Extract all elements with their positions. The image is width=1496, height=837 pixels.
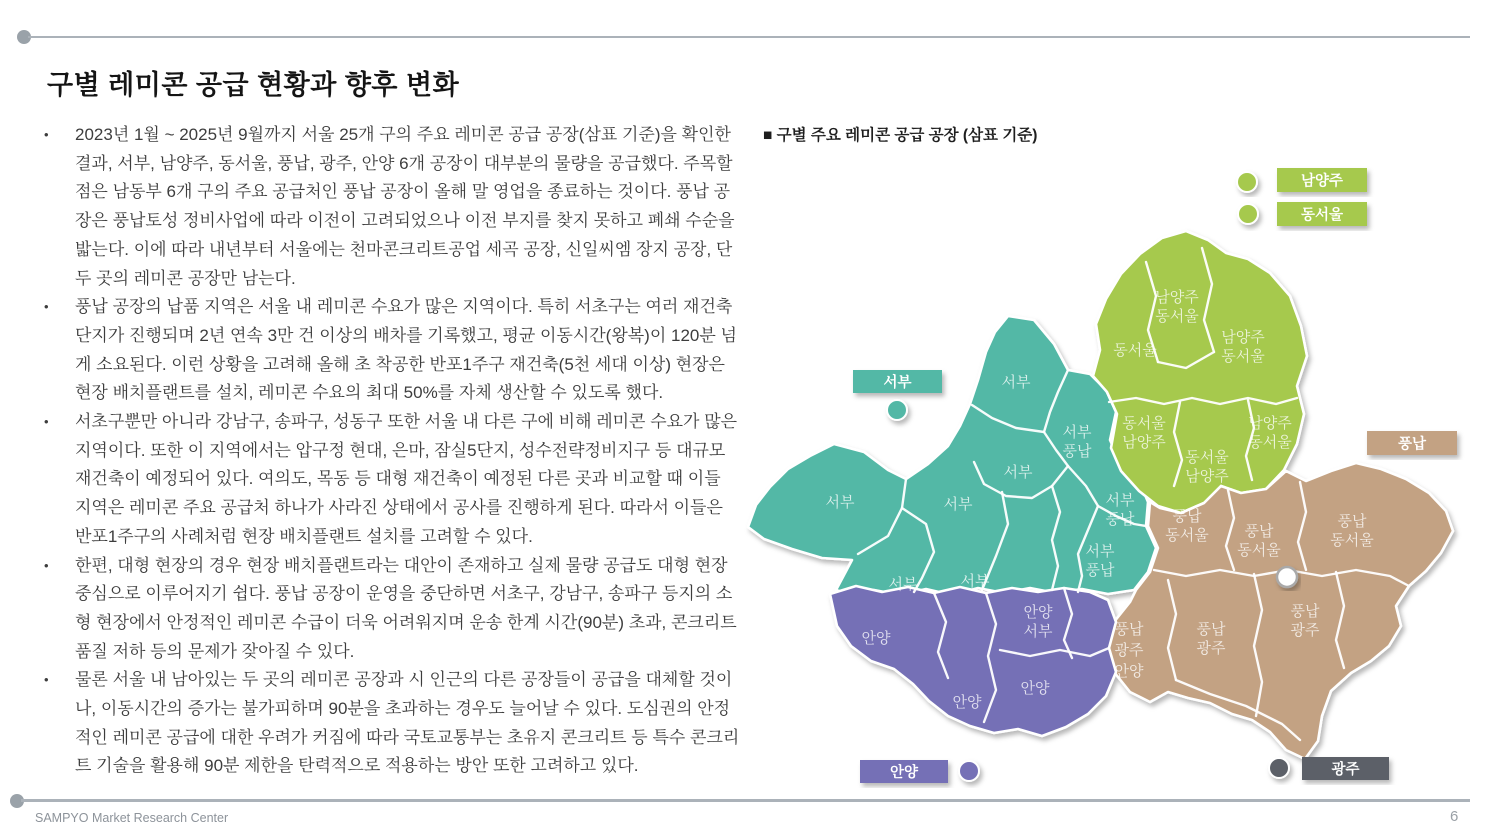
map-title: ■ 구별 주요 레미콘 공급 공장 (삼표 기준) [763,127,1038,144]
seoul-supply-map [740,150,1496,810]
district-label: 동서울 남양주 [1185,449,1229,485]
bullet-dot-icon: • [44,299,49,315]
bullet-item [44,408,744,552]
supplier-badge [1367,431,1457,455]
bullet-text: 한편, 대형 현장의 경우 현장 배치플랜트라는 대안이 존재하고 실제 물량 공급도 대형 현장 중심으로 이루어지기 쉽다. 풍납 공장이 운영을 중단하면 서초구, 강남구, 송파구 등지의 소형 현장에서 안정적인 레미콘 수급이 더욱 어려워지며 운송 한계 시간(90분) 초과, 콘크리트 품질 저하 등의 문제가 잦아질 수 있다. [75,555,737,661]
district-label: 서부 풍납 [1105,492,1135,528]
district-label: 서부 [943,496,973,513]
district-label: 서부 풍납 [1062,424,1092,460]
district-label: 서부 [1001,374,1031,391]
district-label: 남양주 동서울 [1155,289,1199,325]
supplier-dot-icon [959,761,979,781]
bullet-text: 물론 서울 내 남아있는 두 곳의 레미콘 공장과 시 인근의 다른 공장들이 공급을 대체할 것이나, 이동시간의 증가는 불가피하며 90분을 초과하는 경우도 늘어날 수 있다. 도심권의 안정적인 레미콘 공급에 대한 우려가 커짐에 따라 국토교통부는 초유지 콘크리트 등 특수 콘크리트 기술을 활용해 90분 제한을 탄력적으로 적용하는 방안 또한 고려하고 있다. [75,670,740,776]
supplier-dot-icon [1238,204,1258,224]
district-label: 서부 풍납 [1085,543,1115,579]
supplier-badge-label: 남양주 [1300,173,1344,190]
page-number: 6 [1450,808,1459,825]
supplier-badge [860,760,979,783]
supplier-badge [1269,757,1389,780]
supplier-badge-label: 동서울 [1300,207,1344,224]
district-label: 풍납 광주 [1290,603,1320,639]
district-label: 풍납 광주 안양 [1114,621,1144,680]
district-label: 안양 [952,694,982,711]
district-label: 남양주 동서울 [1248,415,1292,451]
map-district-region [1107,463,1453,759]
district-label: 풍납 동서울 [1330,513,1374,549]
supplier-badge-label: 광주 [1331,762,1360,778]
supplier-badge-label: 안양 [889,765,919,781]
district-label: 안양 서부 [1023,604,1053,640]
district-label: 서부 [1003,464,1033,481]
bullet-item [44,666,744,781]
district-label: 안양 [1020,680,1050,697]
page-title: 구별 레미콘 공급 현황과 향후 변화 [47,70,460,100]
factory-marker-icon [1277,567,1297,587]
district-label: 풍납 동서울 [1237,523,1281,559]
bullet-item [44,293,744,408]
district-label: 동서울 [1113,342,1157,359]
district-label: 풍납 광주 [1196,621,1226,657]
bullet-text: 2023년 1월 ~ 2025년 9월까지 서울 25개 구의 주요 레미콘 공급 공장(삼표 기준)을 확인한 결과, 서부, 남양주, 동서울, 풍납, 광주, 안양 6개 공장이 대부분의 물량을 공급했다. 주목할 점은 남동부 6개 구의 주요 공급처인 풍납 공장이 올해 말 영업을 종료하는 것이다. 풍납 공장은 풍납토성 정비사업에 따라 이전이 고려되었으나 이전 부지를 찾지 못하고 폐쇄 수순을 밟는다. 이에 따라 내년부터 서울에는 천마콘크리트공업 세곡 공장, 신일씨엠 장지 공장, 단 두 곳의 레미콘 공장만 남는다. [75,125,735,288]
top-rule [28,36,1470,38]
supplier-badge [1238,202,1367,226]
bullet-text: 서초구뿐만 아니라 강남구, 송파구, 성동구 또한 서울 내 다른 구에 비해 레미콘 수요가 많은 지역이다. 또한 이 지역에서는 압구정 현대, 은마, 잠실5단지, 성수전략정비지구 등 대규모 재건축이 예정되어 있다. 여의도, 목동 등 대형 재건축이 예정된 다른 곳과 비교할 때 이들 지역은 레미콘 주요 공급처 하나가 사라진 상태에서 공사를 진행하게 된다. 따라서 이들은 반포1주구의 사례처럼 현장 배치플랜트 설치를 고려할 수 있다. [75,412,738,546]
bullet-dot-icon: • [44,127,49,142]
district-label: 안양 [861,630,891,647]
supplier-dot-icon [887,400,907,420]
bullet-list [44,121,744,781]
map-district-region [830,586,1116,736]
supplier-badge [1237,168,1367,192]
supplier-dot-icon [1237,172,1257,192]
footer-text: SAMPYO Market Research Center [35,811,229,825]
bullet-dot-icon: • [44,672,49,688]
bullet-dot-icon: • [44,414,49,430]
bottom-rule [21,799,1470,802]
district-label: 풍납 동서울 [1165,508,1209,544]
district-label: 서부 [825,494,855,511]
supplier-badge [853,370,942,420]
bullet-dot-icon: • [44,557,49,573]
supplier-badge-label: 풍납 [1397,436,1427,453]
supplier-badge-label: 서부 [883,375,912,391]
bullet-item [44,552,744,667]
bullet-text: 풍납 공장의 납품 지역은 서울 내 레미콘 수요가 많은 지역이다. 특히 서초구는 여러 재건축 단지가 진행되며 2년 연속 3만 건 이상의 배차를 기록했고, 평균 이동시간(왕복)이 120분 넘게 소요된다. 이런 상황을 고려해 올해 초 착공한 반포1주구 재건축(5천 세대 이상) 현장은 현장 배치플랜트를 설치, 레미콘 수요의 최대 50%를 자체 생산할 수 있도록 했다. [75,297,737,403]
district-label: 서부 [888,576,918,593]
supplier-dot-icon [1269,758,1289,778]
district-label: 서부 [960,573,990,590]
bullet-item [44,121,744,293]
district-label: 남양주 동서울 [1221,329,1265,365]
district-label: 동서울 남양주 [1122,415,1166,451]
